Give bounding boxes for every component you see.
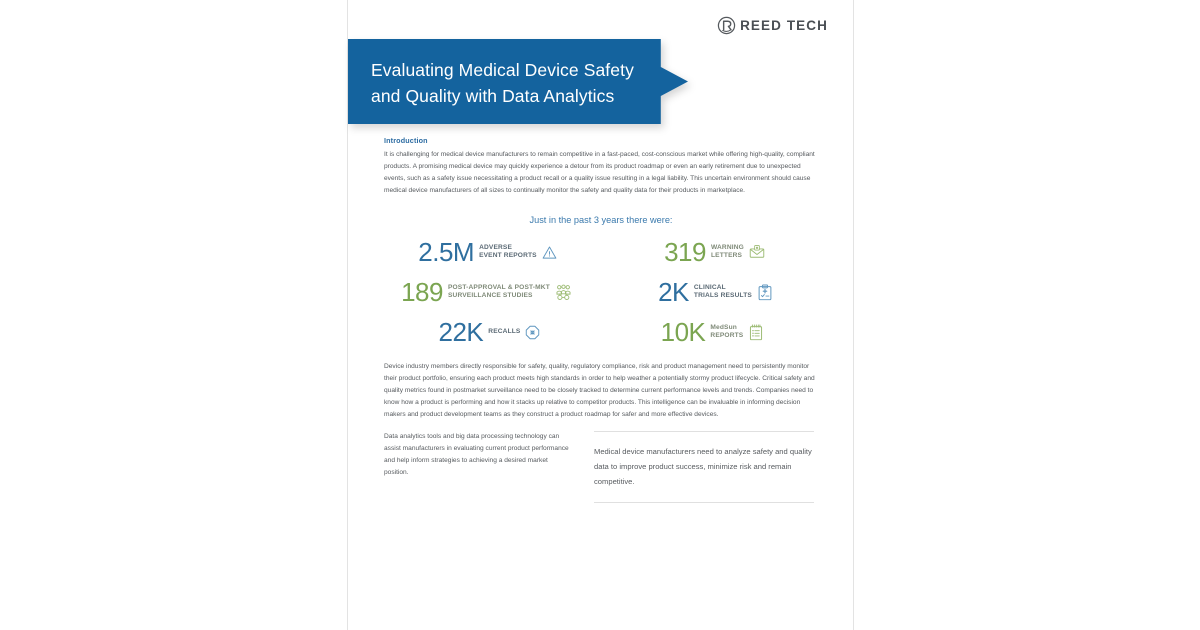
stat-label: CLINICAL TRIALS RESULTS xyxy=(693,283,752,299)
footer-left-column xyxy=(384,431,584,503)
stat-label: WARNING LETTERS xyxy=(710,243,744,259)
body-paragraph: Device industry members directly responsible for safety, quality, regulatory compliance, risk and product management need to persistently monitor their product portfolio, ensuring each product meets high standards in order to help weather a potentially stormy product lifecycle. Critical safety and quality metrics found in postmarket surveillance need to be closely tracked to determine current performance levels and trends. Companies need to know how a product is performing and how it stacks up relative to competitor products. This intelligence can be invaluable in informing decision makers and product development teams as they construct a product roadmap for safer and more effective devices. xyxy=(384,363,815,418)
footer-left-paragraph: Data analytics tools and big data processing technology can assist manufacturers in evaluating current product performance and help inform strategies to achieving a desired market position. xyxy=(384,433,569,476)
envelope-letter-icon xyxy=(749,244,765,260)
brand-logo xyxy=(717,16,828,35)
stat-label: ADVERSE EVENT REPORTS xyxy=(479,243,537,259)
stats-lead-text: Just in the past 3 years there were: xyxy=(529,215,673,225)
stat-item-surveillance-studies xyxy=(384,279,595,305)
stats-grid xyxy=(384,239,818,345)
footer-columns xyxy=(384,431,818,503)
stat-item-adverse-event-reports xyxy=(384,239,605,265)
stat-row xyxy=(384,319,818,345)
stat-value: 319 xyxy=(664,237,706,267)
page-sheet xyxy=(347,0,854,630)
stat-item-medsun-reports xyxy=(597,319,818,345)
stat-row xyxy=(384,279,818,305)
footer-right-column xyxy=(594,431,814,503)
callout-text: Medical device manufacturers need to analyze safety and quality data to improve product success, minimize risk and remain competitive. xyxy=(594,447,812,486)
title-banner xyxy=(348,39,688,124)
stat-value: 2.5M xyxy=(418,237,475,267)
stat-value: 10K xyxy=(660,317,706,347)
notepad-list-icon xyxy=(748,324,764,341)
page-title: Evaluating Medical Device Safety and Quality with Data Analytics xyxy=(371,60,634,106)
clipboard-medical-icon xyxy=(757,284,773,301)
octagon-stop-icon xyxy=(525,325,540,340)
stat-value: 189 xyxy=(401,277,443,307)
group-people-surveillance-icon xyxy=(555,284,572,301)
stat-row xyxy=(384,239,818,265)
warning-triangle-icon xyxy=(542,245,557,260)
content-area xyxy=(384,136,818,503)
callout-bottom-divider xyxy=(594,502,814,503)
intro-heading: Introduction xyxy=(384,136,428,145)
stat-item-warning-letters xyxy=(605,239,818,265)
brand-logo-text: REED TECH xyxy=(740,17,828,33)
intro-paragraph: It is challenging for medical device manufacturers to remain competitive in a fast-paced, cost-conscious market while offering high-quality, compliant products. A promising medical device may quickly experience a detour from its product roadmap or even an early retirement due to unexpected events, such as a safety issue necessitating a product recall or a quality issue resulting in a legal liability. This uncertain environment should cause medical device manufacturers of all sizes to continually monitor the safety and quality data for their products in marketplace. xyxy=(384,151,815,194)
stat-label: MedSun REPORTS xyxy=(710,323,744,339)
stat-value: 2K xyxy=(658,277,689,307)
stat-value: 22K xyxy=(438,317,484,347)
stat-item-recalls xyxy=(384,319,597,345)
stat-label: POST-APPROVAL & POST-MKT SURVEILLANCE STUDIES xyxy=(447,283,550,299)
stat-item-clinical-trials-results xyxy=(595,279,818,305)
reed-tech-circle-r-logo xyxy=(717,16,736,35)
stat-label: RECALLS xyxy=(488,327,521,335)
